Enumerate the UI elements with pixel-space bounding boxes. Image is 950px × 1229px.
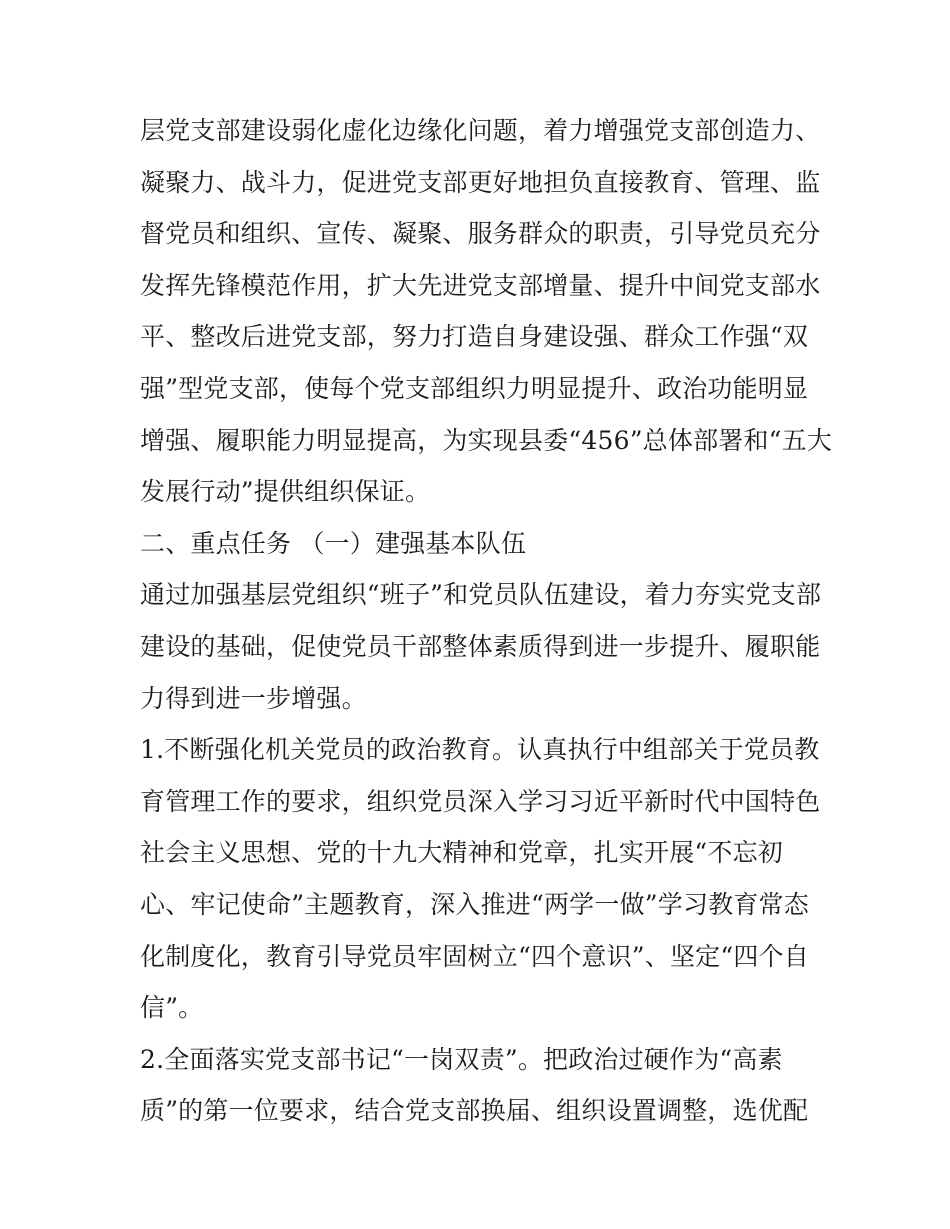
list-item-heading: 2.全面落实党支部书记“一岗双责”。把政治过硬作为“高素 [140, 1044, 783, 1074]
list-item-heading: 1.不断强化机关党员的政治教育。认真执行中组部关于党员教 [140, 735, 820, 765]
text-line: 层党支部建设弱化虚化边缘化问题，着力增强党支部创造力、 [140, 116, 821, 145]
text-line: 发展行动”提供组织保证。 [140, 477, 431, 507]
text-line: 力得到进一步增强。 [140, 683, 367, 713]
text-line: 社会主义思想、党的十九大精神和党章，扎实开展“不忘初 [140, 838, 783, 868]
text-line: 强”型党支部，使每个党支部组织力明显提升、政治功能明显 [140, 373, 809, 403]
text-line: 平、整改后进党支部，努力打造自身建设强、群众工作强“双 [140, 322, 809, 352]
text-line: 建设的基础，促使党员干部整体素质得到进一步提升、履职能 [140, 631, 821, 661]
text-line: 督党员和组织、宣传、凝聚、服务群众的职责，引导党员充分 [140, 219, 821, 249]
text-line: 化制度化，教育引导党员牢固树立“四个意识”、坚定“四个自 [140, 941, 809, 971]
section-heading: 二、重点任务 （一）建强基本队伍 [140, 528, 527, 558]
text-line: 凝聚力、战斗力，促进党支部更好地担负直接教育、管理、监 [140, 167, 821, 197]
text-line: 心、牢记使命”主题教育，深入推进“两学一做”学习教育常态 [140, 889, 809, 919]
text-line: 发挥先锋模范作用，扩大先进党支部增量、提升中间党支部水 [140, 270, 821, 300]
text-line: 育管理工作的要求，组织党员深入学习习近平新时代中国特色 [140, 786, 821, 816]
text-line: 质”的第一位要求，结合党支部换届、组织设置调整，选优配 [140, 1096, 809, 1126]
text-line: 信”。 [140, 993, 204, 1023]
document-body [140, 105, 833, 1137]
text-line: 增强、履职能力明显提高，为实现县委“456”总体部署和“五大 [140, 425, 833, 455]
text-line: 通过加强基层党组织“班子”和党员队伍建设，着力夯实党支部 [140, 580, 822, 610]
